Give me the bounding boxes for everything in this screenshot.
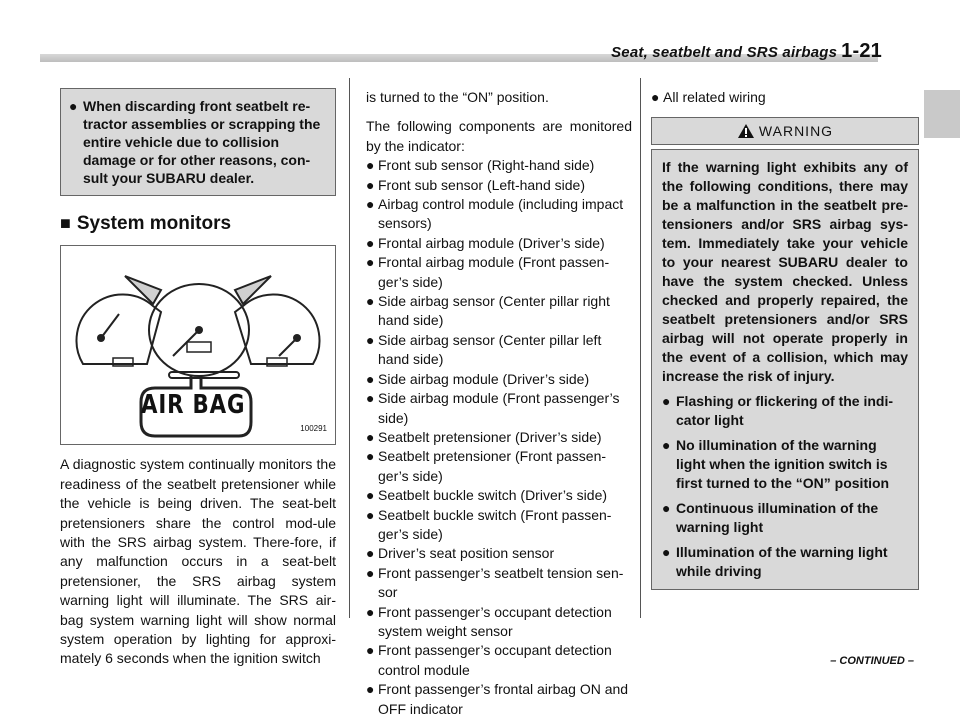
bullet-icon: ● xyxy=(662,437,671,454)
list-item: ● Seatbelt buckle switch (Driver’s side) xyxy=(366,486,632,505)
bullet-icon: ● xyxy=(366,370,375,387)
warning-header xyxy=(651,117,919,145)
bullet-icon: ● xyxy=(366,506,375,523)
list-item: ● Front sub sensor (Left-hand side) xyxy=(366,176,632,195)
right-gauge xyxy=(235,295,319,365)
caution-box xyxy=(60,88,336,196)
warning-list-item: ● Flashing or flickering of the indi-cator light xyxy=(662,393,894,429)
warning-box xyxy=(651,149,919,590)
bullet-icon: ● xyxy=(69,98,78,114)
square-bullet-icon: ■ xyxy=(60,213,71,233)
intro-text: The following components are monitored by the indicator: xyxy=(366,118,632,154)
bullet-icon: ● xyxy=(366,448,375,465)
warning-text: If the warning light exhibits any of the following conditions, there may be a malfunction in the seatbelt pre-tensioners and/or SRS airbag sys-tem. Immediately take your vehicle to your nearest SUBARU dealer to have the system checked. Unless checked and properly repaired, the seatbelt pretensioners and/or SRS airbag will not operate properly in the event of a collision, which may increase the risk of injury. xyxy=(662,159,908,385)
list-item: ● Driver’s seat position sensor xyxy=(366,544,632,563)
section-title: System monitors xyxy=(76,213,232,234)
list-item: ● Side airbag sensor (Center pillar left hand side) xyxy=(366,331,632,370)
page-header xyxy=(611,40,882,63)
section-heading xyxy=(60,214,336,233)
list-item: ● Frontal airbag module (Front passen-ger’s side) xyxy=(366,253,632,292)
list-item: ● All related wiring xyxy=(651,88,919,107)
bullet-icon: ● xyxy=(662,500,671,517)
warning-list-item: ● Continuous illumination of the warning light xyxy=(662,500,879,536)
bullet-icon: ● xyxy=(366,176,375,193)
list-item: ● Front sub sensor (Right-hand side) xyxy=(366,156,632,175)
bullet-icon: ● xyxy=(662,393,671,410)
bullet-icon: ● xyxy=(366,681,375,698)
list-item: ● Airbag control module (including impact sensors) xyxy=(366,195,632,234)
list-item: ● Side airbag module (Driver’s side) xyxy=(366,370,632,389)
list-item: ● Front passenger’s seatbelt tension sen-sor xyxy=(366,564,632,603)
warning-triangle-icon xyxy=(737,123,755,139)
list-item: ● Seatbelt pretensioner (Driver’s side) xyxy=(366,428,632,447)
page-number: 1-21 xyxy=(841,40,882,62)
instrument-cluster-figure xyxy=(60,245,336,445)
bullet-icon: ● xyxy=(366,642,375,659)
monitored-components-list xyxy=(366,156,632,719)
warning-list-item: ● Illumination of the warning light while driving xyxy=(662,544,888,580)
bullet-icon: ● xyxy=(366,331,375,348)
column-1 xyxy=(60,88,336,669)
bullet-icon: ● xyxy=(366,564,375,581)
bullet-icon: ● xyxy=(662,544,671,561)
bullet-icon: ● xyxy=(366,603,375,620)
bullet-icon: ● xyxy=(366,196,375,213)
list-item: ● Side airbag module (Front passenger’s side) xyxy=(366,389,632,428)
bullet-icon: ● xyxy=(366,157,375,174)
list-item: ● Frontal airbag module (Driver’s side) xyxy=(366,234,632,253)
bullet-icon: ● xyxy=(366,234,375,251)
left-needle xyxy=(101,314,119,338)
bullet-icon: ● xyxy=(366,293,375,310)
bullet-icon: ● xyxy=(366,254,375,271)
column-2 xyxy=(366,88,632,719)
bullet-icon: ● xyxy=(366,487,375,504)
continuation-text: is turned to the “ON” position. xyxy=(366,89,549,105)
list-item: ● Side airbag sensor (Center pillar right hand side) xyxy=(366,292,632,331)
caution-text: When discarding front seatbelt re-tractor assemblies or scrapping the entire vehicle due to collision damage or for other reasons, con-sult your SUBARU dealer. xyxy=(83,98,321,186)
bullet-icon: ● xyxy=(366,545,375,562)
continued-label: – CONTINUED – xyxy=(830,655,914,667)
list-item: ● Seatbelt buckle switch (Front passen-ger’s side) xyxy=(366,506,632,545)
bullet-icon: ● xyxy=(651,89,660,105)
figure-code: 100291 xyxy=(300,424,327,433)
warning-title: WARNING xyxy=(758,122,834,139)
list-item: ● Front passenger’s frontal airbag ON and OFF indicator xyxy=(366,680,632,719)
airbag-indicator-label: AIR BAG xyxy=(141,390,246,421)
column-divider-1 xyxy=(349,78,350,618)
column-divider-2 xyxy=(640,78,641,618)
body-paragraph: A diagnostic system continually monitors the readiness of the seatbelt pretensioner while the vehicle is being driven. The seat-belt pretensioners share the control mod-ule with the SRS airbag system. There-fore, if any malfunction occurs in a seat-belt pretensioner, the SRS airbag system warning light will illuminate. The SRS air-bag system warning light will show normal system operation by lighting for approxi-mately 6 seconds when the ignition switch xyxy=(60,456,336,667)
warning-list-item: ● No illumination of the warning light when the ignition switch is first turned to the “ON” position xyxy=(662,437,890,492)
list-item: ● Seatbelt pretensioner (Front passen-ger’s side) xyxy=(366,447,632,486)
bullet-icon: ● xyxy=(366,428,375,445)
column-3 xyxy=(651,88,919,590)
header-title: Seat, seatbelt and SRS airbags xyxy=(611,44,838,61)
thumb-tab xyxy=(924,90,960,138)
bullet-icon: ● xyxy=(366,390,375,407)
list-item: ● Front passenger’s occupant detection system weight sensor xyxy=(366,603,632,642)
list-item: ● Front passenger’s occupant detection control module xyxy=(366,641,632,680)
